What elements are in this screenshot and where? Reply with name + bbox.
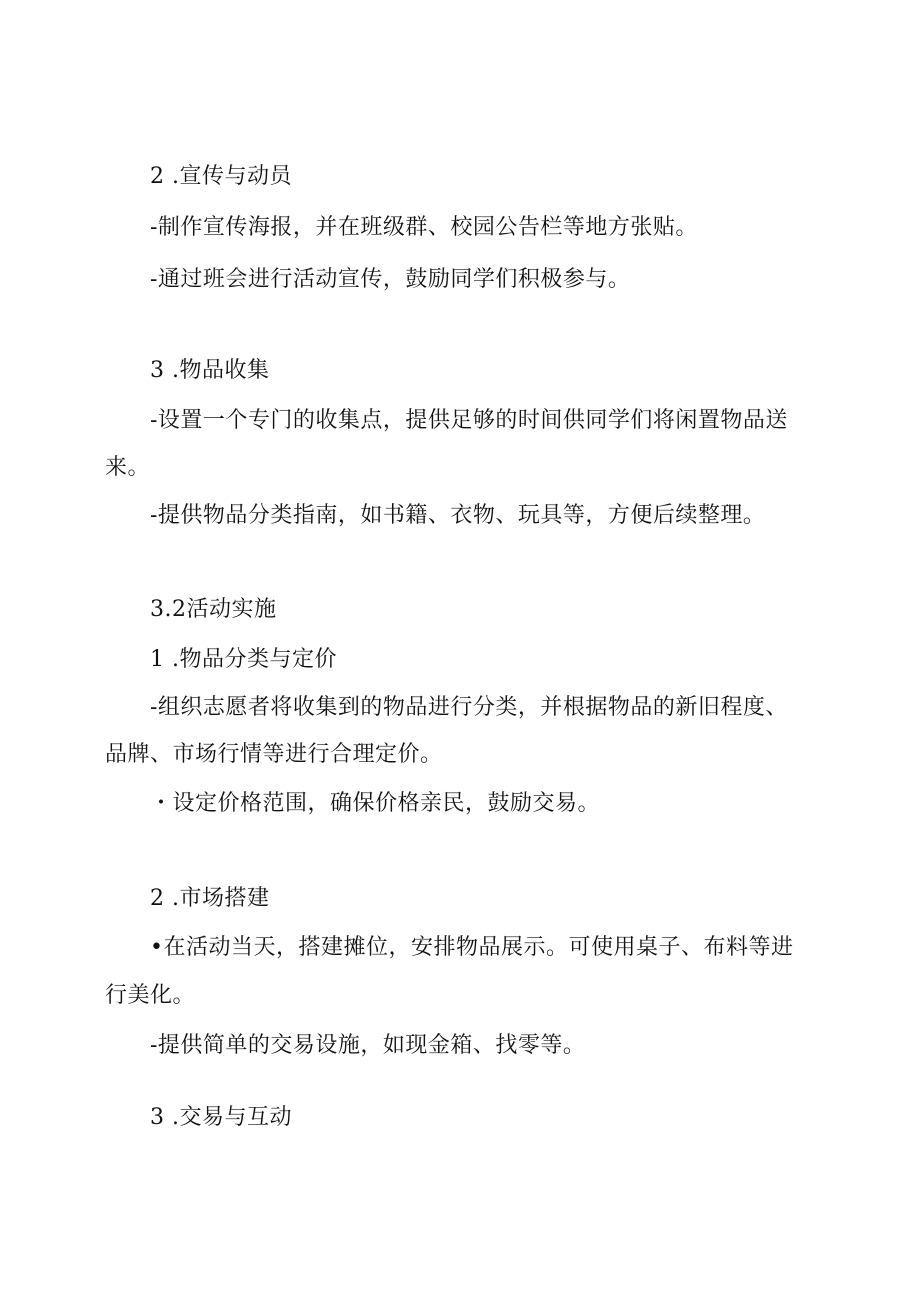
- list-item: ・设定价格范围，确保价格亲民，鼓励交易。: [150, 791, 601, 816]
- list-item: •在活动当天，搭建摊位，安排物品展示。可使用桌子、布料等进: [150, 935, 794, 960]
- list-item: -提供物品分类指南，如书籍、衣物、玩具等，方便后续整理。: [150, 503, 766, 528]
- list-item-continuation: 来。: [105, 455, 151, 480]
- list-item-continuation: 行美化。: [105, 983, 196, 1008]
- section-heading-implementation: 3.2活动实施: [150, 597, 277, 622]
- section-heading-trading: 3 .交易与互动: [150, 1105, 292, 1130]
- list-item-continuation: 品牌、市场行情等进行合理定价。: [105, 742, 443, 767]
- list-item: -组织志愿者将收集到的物品进行分类，并根据物品的新旧程度、: [150, 695, 788, 720]
- section-heading-publicity: 2 .宣传与动员: [150, 164, 292, 189]
- section-heading-collection: 3 .物品收集: [150, 358, 270, 383]
- list-item: -设置一个专门的收集点，提供足够的时间供同学们将闲置物品送: [150, 408, 788, 433]
- list-item: -通过班会进行活动宣传，鼓励同学们积极参与。: [150, 267, 631, 292]
- section-heading-market-setup: 2 .市场搭建: [150, 886, 270, 911]
- list-item: -制作宣传海报，并在班级群、校园公告栏等地方张贴。: [150, 215, 698, 240]
- list-item: -提供简单的交易设施，如现金箱、找零等。: [150, 1033, 586, 1058]
- subsection-heading-pricing: 1 .物品分类与定价: [150, 647, 337, 672]
